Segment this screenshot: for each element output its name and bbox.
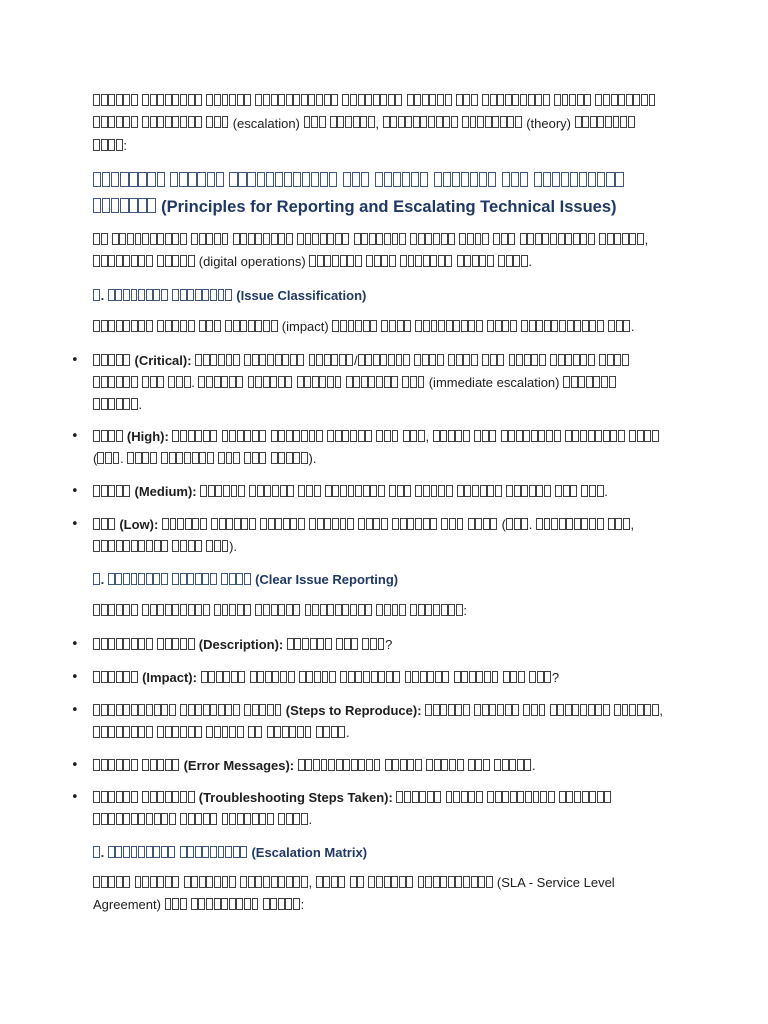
list-item xyxy=(93,667,559,689)
subheading-escalation-matrix: . (Escalation Matrix) xyxy=(93,842,367,864)
escalation-matrix-intro: , (SLA - Service Level Agreement) : xyxy=(93,875,615,912)
list-item xyxy=(93,755,536,777)
list-item-text: ( . , ). xyxy=(93,517,634,554)
list-item-text: ? xyxy=(283,637,392,652)
clear-issue-reporting-intro: : xyxy=(93,600,467,622)
list-item-label: (Description): xyxy=(93,637,283,652)
list-item-label: (Troubleshooting Steps Taken): xyxy=(93,790,393,805)
list-item-label: (Steps to Reproduce): xyxy=(93,703,422,718)
list-item xyxy=(93,350,629,416)
issue-classification-intro: (impact) . xyxy=(93,316,634,338)
list-item-text: , . xyxy=(93,703,663,740)
section-heading: (Principles for Reporting and Escalating Technical Issues) xyxy=(93,168,624,220)
list-item xyxy=(93,700,663,744)
list-item-label: (High): xyxy=(93,429,169,444)
list-item-text: / . (immediate escalation) . xyxy=(93,353,629,412)
list-item xyxy=(93,514,634,558)
list-item-text: . xyxy=(93,790,612,827)
list-item-text: ? xyxy=(197,670,559,685)
list-item-label: (Critical): xyxy=(93,353,192,368)
list-item xyxy=(93,426,659,470)
principles-intro-paragraph: , (digital operations) . xyxy=(93,229,648,273)
intro-paragraph: (escalation) , (theory) : xyxy=(93,90,656,158)
subheading-clear-issue-reporting: . (Clear Issue Reporting) xyxy=(93,569,398,591)
list-item-label: (Error Messages): xyxy=(93,758,294,773)
list-item-text: . xyxy=(294,758,536,773)
list-item xyxy=(93,634,392,656)
list-item-label: (Medium): xyxy=(93,484,197,499)
list-item-text: , ( . ). xyxy=(93,429,659,466)
list-item xyxy=(93,481,608,503)
list-item-label: (Impact): xyxy=(93,670,197,685)
list-item-text: . xyxy=(197,484,608,499)
list-item xyxy=(93,787,612,831)
subheading-issue-classification: . (Issue Classification) xyxy=(93,285,366,307)
list-item-label: (Low): xyxy=(93,517,158,532)
